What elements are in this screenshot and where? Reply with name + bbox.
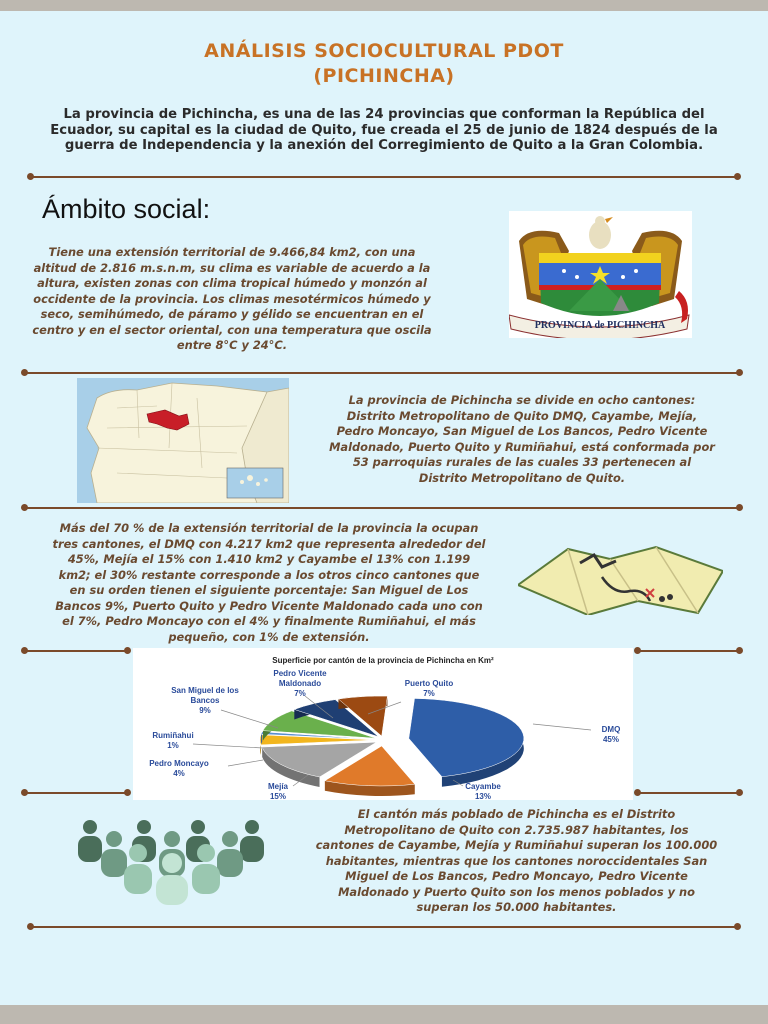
label-mejia-pct: 15% (269, 792, 287, 800)
label-puerto-quito-name: Puerto Quito (404, 679, 454, 688)
infographic-page (0, 11, 768, 1005)
label-pvm-pct: 7% (294, 689, 306, 698)
label-ruminahui-pct: 1% (167, 741, 179, 750)
title-line-1: ANÁLISIS SOCIOCULTURAL PDOT (204, 40, 564, 62)
intro-paragraph: La provincia de Pichincha, es una de las 24 provincias que conforman la República del Ecuador, su capital es la ciudad de Quito, fue creada el 25 de junio de 1824 después de la guerra de Independencia y la anexión del Corregimiento de Quito a la Gran Colombia. (50, 107, 718, 153)
section-title: Ámbito social: (42, 194, 211, 224)
label-pedro-moncayo-name: Pedro Moncayo (149, 759, 209, 768)
label-pvm-name-2: Maldonado (278, 679, 322, 688)
label-mejia-name: Mejía (267, 782, 289, 791)
treasure-map-icon (518, 545, 723, 615)
label-cayambe-pct: 13% (474, 792, 492, 800)
label-san-miguel-name-2: Bancos (190, 696, 220, 705)
paragraph-extension: Tiene una extensión territorial de 9.466,84 km2, con una altitud de 2.816 m.s.n.m, su clima es variable de acuerdo a la altura, existen zonas con clima tropical húmedo y monzón al occidente de la provincia. Los climas mesotérmicos húmedo y seco, semihúmedo, de páramo y gélido se encuentran en el centro y en el sector oriental, con una temperatura que oscila entre 8°C y 24°C. (32, 245, 432, 352)
label-pedro-moncayo-pct: 4% (173, 769, 185, 778)
pie-chart (133, 648, 633, 800)
divider-3 (24, 507, 740, 509)
pichincha-crest-image (509, 211, 692, 338)
label-pvm-name-1: Pedro Vicente (273, 669, 327, 678)
divider-1 (30, 176, 738, 178)
page-title (0, 39, 768, 89)
divider-5b (637, 792, 740, 794)
label-dmq-pct: 45% (602, 735, 620, 744)
divider-4b (637, 650, 740, 652)
divider-2 (24, 372, 740, 374)
divider-6 (30, 926, 738, 928)
ecuador-map-image (77, 378, 289, 503)
paragraph-poblacion: El cantón más poblado de Pichincha es el Distrito Metropolitano de Quito con 2.735.987 habitantes, los cantones de Cayambe, Mejía y Rumiñahui superan los 100.000 habitantes, mientras que los cantones noroccidentales San Miguel de Los Bancos, Pedro Moncayo, Pedro Vicente Maldonado y Puerto Quito son los menos poblados y no superan los 50.000 habitantes. (315, 807, 718, 914)
paragraph-extension-cantones: Más del 70 % de la extensión territorial de la provincia la ocupan tres cantones, el DMQ con 4.217 km2 que representa alrededor del 45%, Mejía el 15% con 1.410 km2 y Cayambe el 13% con 1.199 km2; el 30% restante corresponde a los otros cinco cantones que en su orden tienen el siguiente porcentaje: San Miguel de Los Bancos 9%, Puerto Quito y Pedro Vicente Maldonado cada uno con el 7%, Pedro Moncayo con el 4% y finalmente Rumiñahui, el más pequeño, con 1% de extensión. (52, 521, 486, 644)
label-ruminahui-name: Rumiñahui (152, 731, 194, 740)
label-san-miguel-name-1: San Miguel de los (171, 686, 239, 695)
chart-title: Superficie por cantón de la provincia de Pichincha en Km² (272, 656, 494, 665)
title-line-2: (PICHINCHA) (313, 65, 455, 87)
divider-4 (24, 650, 128, 652)
people-group-icon (72, 817, 272, 905)
label-puerto-quito-pct: 7% (423, 689, 435, 698)
label-san-miguel-pct: 9% (199, 706, 211, 715)
crest-text: PROVINCIA de PICHINCHA (534, 320, 666, 331)
divider-5 (24, 792, 128, 794)
label-cayambe-name: Cayambe (465, 782, 501, 791)
paragraph-cantones: La provincia de Pichincha se divide en ocho cantones: Distrito Metropolitano de Quito DMQ, Cayambe, Mejía, Pedro Moncayo, San Miguel de Los Bancos, Pedro Vicente Maldonado, Puerto Quito y Rumiñahui, está conformada por 53 parroquias rurales de las cuales 33 pertenecen al Distrito Metropolitano de Quito. (329, 393, 715, 485)
label-dmq-name: DMQ (601, 725, 621, 734)
